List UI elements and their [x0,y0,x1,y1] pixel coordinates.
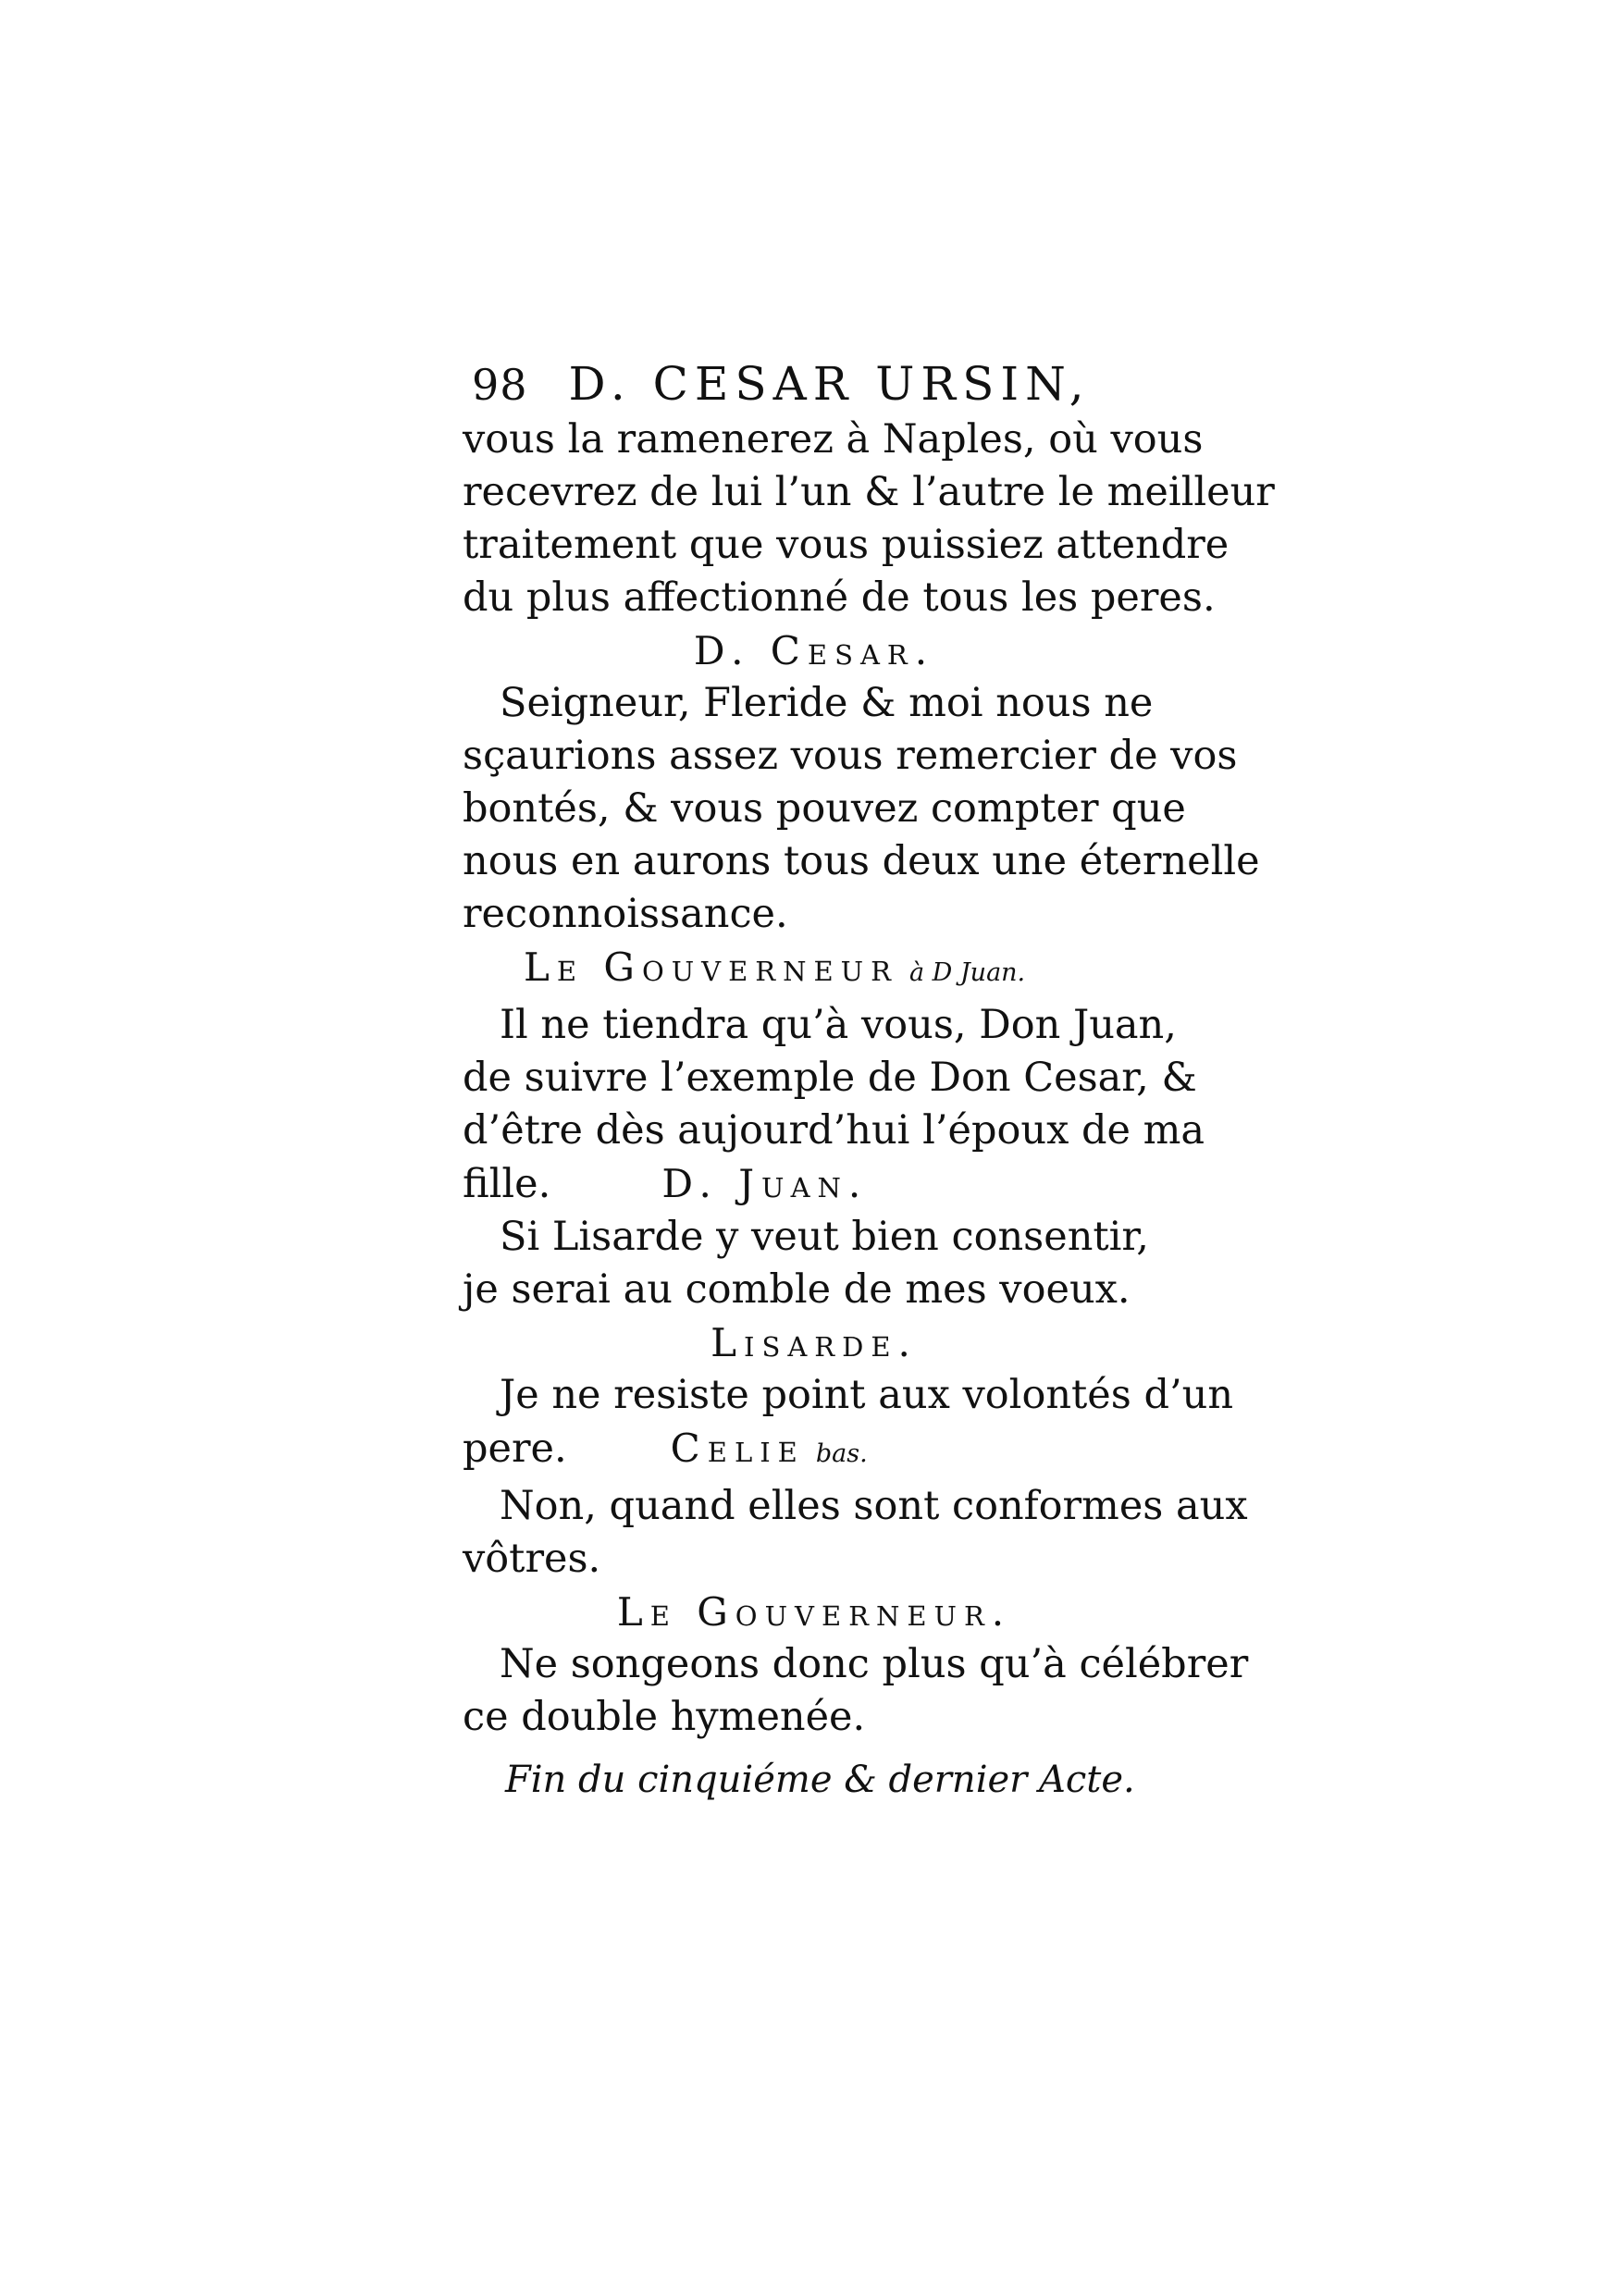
speaker-lisarde: Lisarde. [711,1320,918,1365]
text-line: du plus affectionné de tous les peres. [463,574,1216,621]
page-header [472,355,1166,414]
dialogue-line-with-speaker [463,1422,1166,1480]
dialogue-line: ce double hymenée. [463,1694,866,1740]
speaker-dcesar: D. Cesar. [693,628,935,673]
text-line: vous la ramenerez à Naples, où vous [463,416,1204,463]
dialogue-line: nous en aurons tous deux une éternelle [463,838,1260,884]
stage-direction: bas. [815,1439,868,1468]
dialogue-line-with-speaker [463,1157,1166,1211]
dialogue-line: Non, quand elles sont conformes aux [500,1483,1248,1529]
dialogue-line: reconnoissance. [463,891,788,937]
dialogue-line: sçaurions assez vous remercier de vos [463,733,1238,779]
page-text-block [463,355,1275,1808]
dialogue-text: fille. [463,1161,551,1207]
dialogue-text: pere. [463,1426,567,1472]
speaker-djuan: D. Juan. [661,1161,869,1206]
speaker-gouverneur [463,941,1166,999]
dialogue-line: de suivre l’exemple de Don Cesar, & [463,1055,1197,1101]
dialogue-line: je serai au comble de mes voeux. [463,1266,1131,1313]
dialogue-line: Je ne resiste point aux volontés d’un [500,1372,1234,1418]
dialogue-line: d’être dès aujourd’hui l’époux de ma [463,1107,1205,1154]
running-title: D. CESAR URSIN, [568,357,1091,411]
text-line: recevrez de lui l’un & l’autre le meilleur [463,469,1275,515]
dialogue-line: Si Lisarde y veut bien consentir, [500,1214,1149,1260]
stage-direction: à D Juan. [908,958,1026,987]
dialogue-line: vôtres. [463,1536,601,1582]
dialogue-line: bontés, & vous pouvez compter que [463,785,1186,832]
speaker-celie: Celie [670,1426,805,1471]
dialogue-line: Ne songeons donc plus qu’à célébrer [500,1641,1249,1687]
dialogue-line: Seigneur, Fleride & moi nous ne [500,680,1154,726]
speaker-name: Le Gouverneur [524,944,898,990]
page-number: 98 [472,360,528,410]
end-of-act: Fin du cinquiéme & dernier Acte. [505,1759,1135,1801]
text-line: traitement que vous puissiez attendre [463,522,1230,568]
dialogue-line: Il ne tiendra qu’à vous, Don Juan, [500,1002,1177,1048]
speaker-gouverneur: Le Gouverneur. [616,1589,1012,1635]
